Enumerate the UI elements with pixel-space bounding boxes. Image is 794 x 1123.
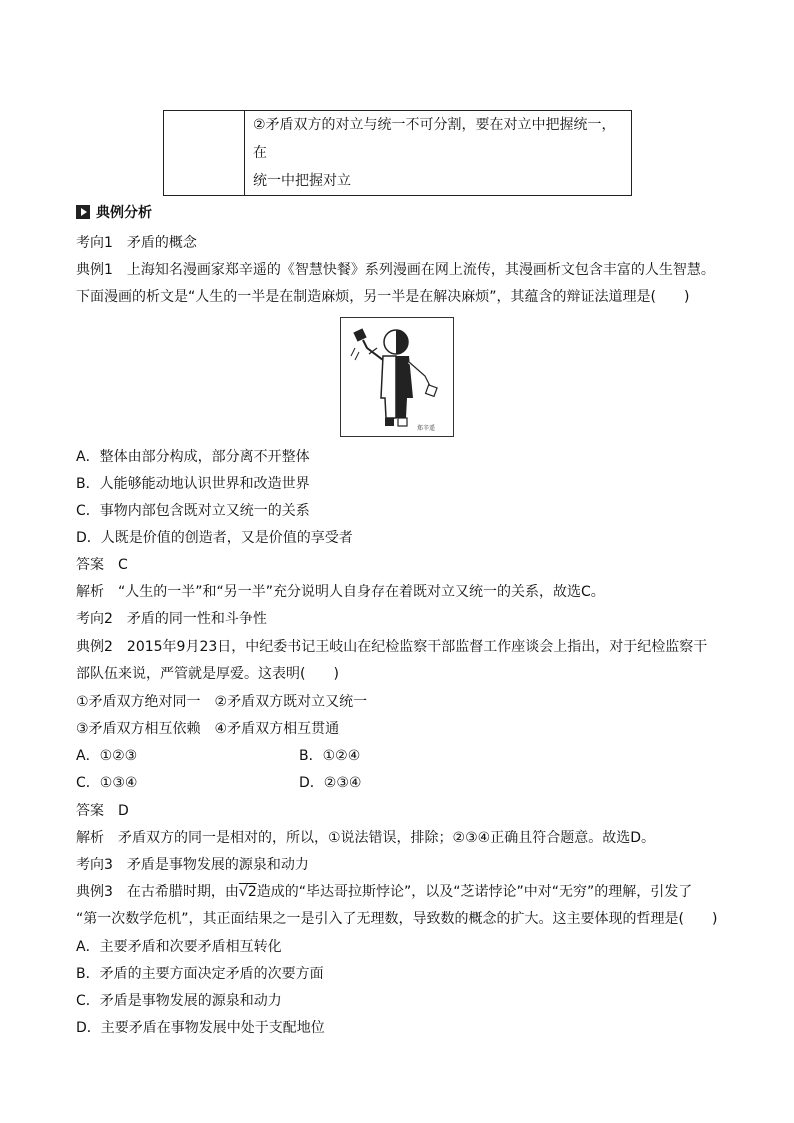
- option3-a: A．主要矛盾和次要矛盾相互转化: [76, 939, 282, 955]
- option3-c: C．矛盾是事物发展的源泉和动力: [76, 993, 282, 1009]
- option3-d: D．主要矛盾在事物发展中处于支配地位: [76, 1020, 325, 1036]
- example-2-line-1: 典例2 2015年9月23日，中纪委书记王岐山在纪检监察干部监督工作座谈会上指出，对于纪检监察干: [76, 639, 708, 655]
- example-3-prefix: 典例3 在古希腊时期，由: [76, 884, 239, 900]
- option-b: B．人能够能动地认识世界和改造世界: [76, 476, 310, 492]
- example-1-line-1: 典例1 上海知名漫画家郑辛遥的《智慧快餐》系列漫画在网上流传，其漫画析文包含丰富的人生智慧。: [76, 262, 715, 278]
- sqrt-two: √2: [238, 884, 257, 900]
- section-header: [76, 202, 152, 222]
- answer-1: 答案 C: [76, 557, 128, 573]
- analysis-2: 解析 矛盾双方的同一是相对的，所以，①说法错误，排除；②③④正确且符合题意。故选D。: [76, 830, 655, 846]
- cartoon-drawing: [341, 318, 453, 436]
- option3-b: B．矛盾的主要方面决定矛盾的次要方面: [76, 966, 324, 982]
- statement-row-2: ③矛盾双方相互依赖 ④矛盾双方相互贯通: [76, 721, 340, 737]
- cartoon-illustration: [340, 317, 454, 437]
- topic-3-heading: 考向3 矛盾是事物发展的源泉和动力: [76, 857, 309, 873]
- option-a: A．整体由部分构成，部分离不开整体: [76, 449, 310, 465]
- table-right-cell: [245, 111, 632, 196]
- option2-c: C．①③④: [76, 775, 138, 791]
- cartoon-signature: 郑辛遥: [417, 425, 436, 432]
- table-text-line-2: 统一中把握对立: [253, 173, 351, 189]
- option2-d: D．②③④: [299, 775, 362, 791]
- table-left-cell: [164, 111, 245, 196]
- example-2-line-2: 部队伍来说，严管就是厚爱。这表明( ): [76, 666, 339, 682]
- statement-row-1: ①矛盾双方绝对同一 ②矛盾双方既对立又统一: [76, 694, 368, 710]
- topic-2-heading: 考向2 矛盾的同一性和斗争性: [76, 611, 267, 627]
- example-1-line-2: 下面漫画的析文是“人生的一半是在制造麻烦，另一半是在解决麻烦”，其蕴含的辩证法道理是( ): [76, 289, 690, 305]
- option2-a: A．①②③: [76, 748, 138, 764]
- analysis-1: 解析 “人生的一半”和“另一半”充分说明人自身存在着既对立又统一的关系，故选C。: [76, 584, 605, 600]
- example-3-line-2: “第一次数学危机”，其正面结果之一是引入了无理数，导致数的概念的扩大。这主要体现的哲理是( ): [76, 911, 718, 927]
- example-3-suffix: 造成的“毕达哥拉斯悖论”，以及“芝诺悖论”中对“无穷”的理解，引发了: [256, 884, 693, 900]
- option2-b: B．①②④: [299, 748, 361, 764]
- example-3-line-1: [76, 882, 734, 902]
- topic-1-heading: 考向1 矛盾的概念: [76, 235, 197, 251]
- continuation-table: [163, 110, 632, 196]
- answer-2: 答案 D: [76, 803, 129, 819]
- option-c: C．事物内部包含既对立又统一的关系: [76, 503, 310, 519]
- section-title: 典例分析: [96, 205, 152, 221]
- table-text-line-1: ②矛盾双方的对立与统一不可分割，要在对立中把握统一，在: [253, 117, 616, 161]
- option-d: D．人既是价值的创造者，又是价值的享受者: [76, 530, 353, 546]
- play-icon: [76, 205, 90, 219]
